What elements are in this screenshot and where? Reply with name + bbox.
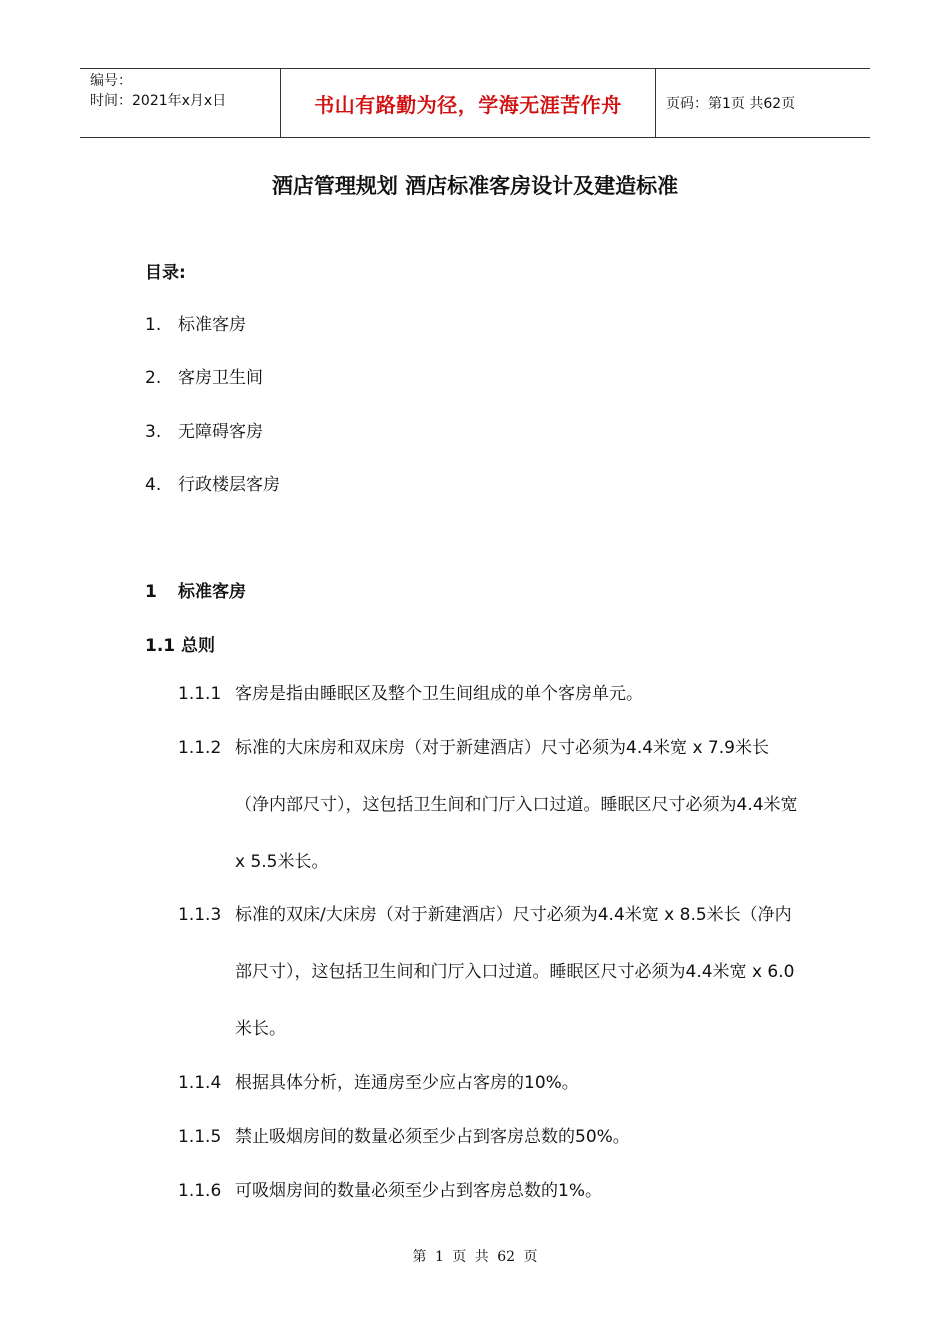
toc-item-text: 标准客房 <box>178 315 246 335</box>
section-number: 1 <box>145 582 157 602</box>
toc-item-number: 4. <box>145 475 162 495</box>
clause-number: 1.1.5 <box>178 1127 222 1147</box>
toc-item-text: 客房卫生间 <box>178 368 263 388</box>
subsection-heading: 1.1 总则 <box>145 636 216 656</box>
toc-item <box>145 310 246 335</box>
clause-text: 客房是指由睡眠区及整个卫生间组成的单个客房单元。 <box>235 684 643 704</box>
header-page-info: 页码：第1页 共62页 <box>666 96 796 112</box>
toc-item <box>145 363 263 388</box>
toc-item-number: 3. <box>145 422 162 442</box>
clause-number: 1.1.4 <box>178 1073 222 1093</box>
clause-number: 1.1.1 <box>178 684 222 704</box>
page-footer: 第 1 页 共 62 页 <box>412 1249 538 1265</box>
toc-item-text: 无障碍客房 <box>178 422 263 442</box>
header-meta <box>80 69 280 137</box>
clause-number: 1.1.2 <box>178 738 222 758</box>
toc-item-number: 1. <box>145 315 162 335</box>
serial-label: 编号： <box>90 73 132 89</box>
toc-item <box>145 417 263 442</box>
toc-item-text: 行政楼层客房 <box>178 475 280 495</box>
clause-text: 标准的双床/大床房（对于新建酒店）尺寸必须为4.4米宽 x 8.5米长（净内部尺寸），这包括卫生间和门厅入口过道。睡眠区尺寸必须为4.4米宽 x 6.0米长。 <box>235 905 795 1039</box>
clause-text: 禁止吸烟房间的数量必须至少占到客房总数的50%。 <box>235 1127 630 1147</box>
section-title: 标准客房 <box>178 582 246 602</box>
time-label: 时间：2021年x月x日 <box>90 93 227 109</box>
clause-text: 根据具体分析，连通房至少应占客房的10%。 <box>235 1073 579 1093</box>
document-title: 酒店管理规划 酒店标准客房设计及建造标准 <box>271 174 679 198</box>
toc-item <box>145 470 280 495</box>
toc-label: 目录: <box>145 263 186 283</box>
clause-text: 标准的大床房和双床房（对于新建酒店）尺寸必须为4.4米宽 x 7.9米长（净内部尺寸），这包括卫生间和门厅入口过道。睡眠区尺寸必须为4.4米宽 x 5.5米长。 <box>235 738 798 872</box>
clause-text: 可吸烟房间的数量必须至少占到客房总数的1%。 <box>235 1181 602 1201</box>
page-header <box>80 68 870 138</box>
section-heading <box>145 577 246 602</box>
clause-number: 1.1.3 <box>178 905 222 925</box>
header-motto: 书山有路勤为径，学海无涯苦作舟 <box>280 69 656 137</box>
toc-item-number: 2. <box>145 368 162 388</box>
clause-number: 1.1.6 <box>178 1181 222 1201</box>
